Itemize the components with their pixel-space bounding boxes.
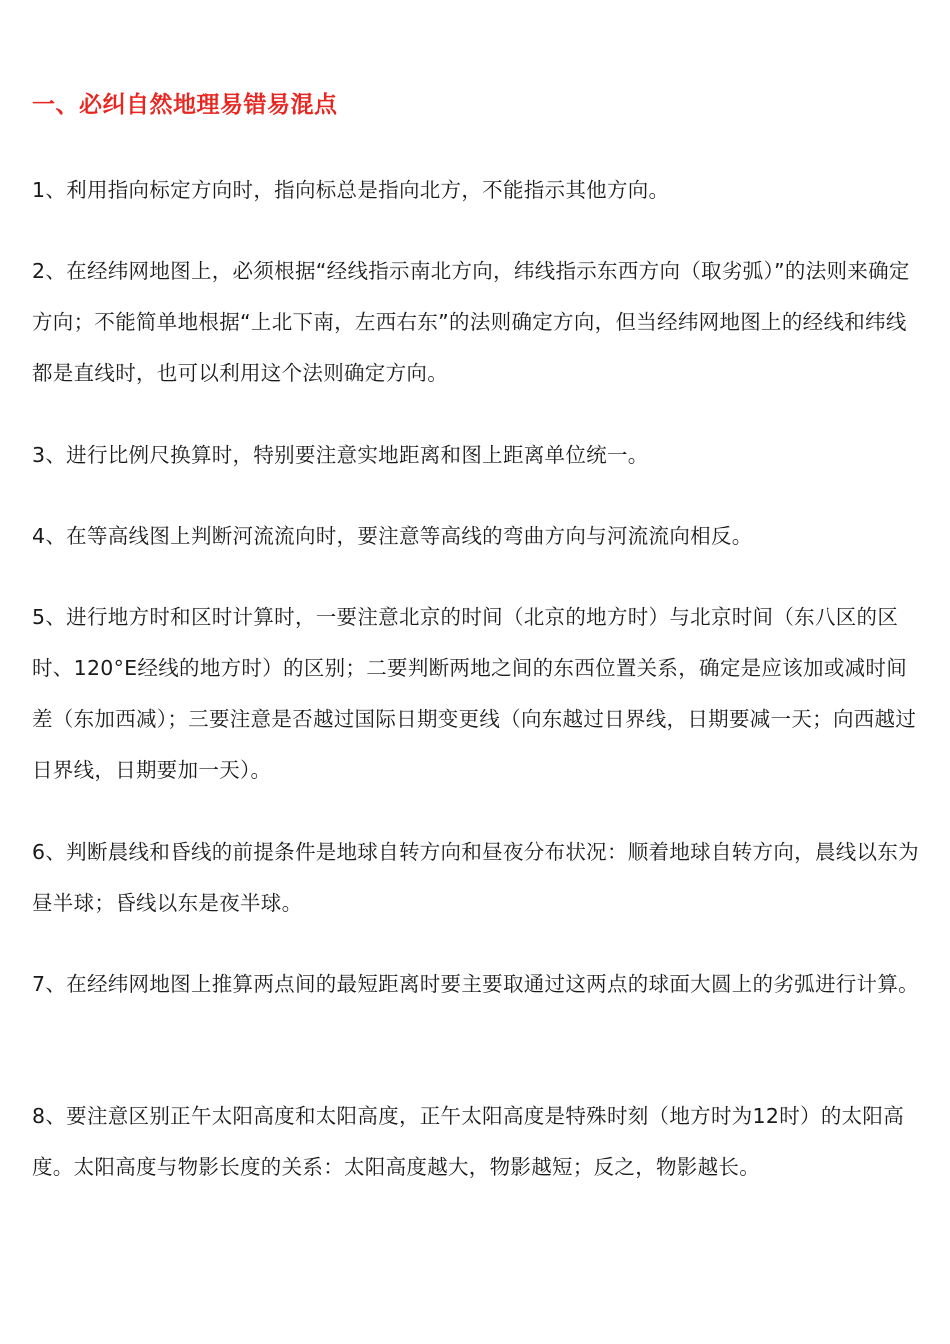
list-item-4: 4、在等高线图上判断河流流向时，要注意等高线的弯曲方向与河流流向相反。: [32, 524, 753, 548]
list-item-7: 7、在经纬网地图上推算两点间的最短距离时要主要取通过这两点的球面大圆上的劣弧进行计算。: [32, 972, 919, 996]
list-item-5: 5、进行地方时和区时计算时，一要注意北京的时间（北京的地方时）与北京时间（东八区的区时、120°E经线的地方时）的区别；二要判断两地之间的东西位置关系，确定是应该加或减时间差（东加西减）；三要注意是否越过国际日期变更线（向东越过日界线，日期要减一天；向西越过日界线，日期要加一天）。: [32, 605, 917, 782]
list-item-6: 6、判断晨线和昏线的前提条件是地球自转方向和昼夜分布状况：顺着地球自转方向，晨线以东为昼半球；昏线以东是夜半球。: [32, 840, 919, 915]
list-item-3: 3、进行比例尺换算时，特别要注意实地距离和图上距离单位统一。: [32, 443, 649, 467]
list-item-8: 8、要注意区别正午太阳高度和太阳高度，正午太阳高度是特殊时刻（地方时为12时）的太阳高度。太阳高度与物影长度的关系：太阳高度越大，物影越短；反之，物影越长。: [32, 1104, 905, 1179]
list-item-2: 2、在经纬网地图上，必须根据“经线指示南北方向，纬线指示东西方向（取劣弧）”的法则来确定方向；不能简单地根据“上北下南，左西右东”的法则确定方向，但当经纬网地图上的经线和纬线都是直线时，也可以利用这个法则确定方向。: [32, 259, 910, 385]
list-item-1: 1、利用指向标定方向时，指向标总是指向北方，不能指示其他方向。: [32, 178, 670, 202]
section-title: 一、必纠自然地理易错易混点: [32, 92, 338, 118]
